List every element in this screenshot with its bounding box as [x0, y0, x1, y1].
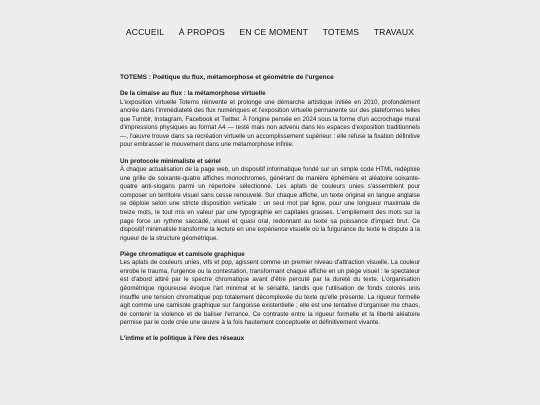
- nav-link-en-ce-moment[interactable]: EN CE MOMENT: [239, 27, 309, 37]
- main-nav: [0, 27, 540, 37]
- nav-link-totems[interactable]: TOTEMS: [322, 27, 360, 37]
- section-piege: [120, 251, 420, 328]
- section-heading: De la cimaise au flux : la métamorphose virtuelle: [120, 90, 266, 98]
- nav-link-accueil[interactable]: ACCUEIL: [125, 27, 165, 37]
- section-heading: Un protocole minimaliste et sériel: [120, 157, 221, 165]
- section-body: Les aplats de couleurs unies, vifs et pop, agissent comme un premier niveau d'attraction visuelle. La couleur enrobe le trauma, l'urgence ou la contestation, transformant chaque affiche en un piège visuel : le spectateur est d'abord attiré par le spectre chromatique avant d'être percuté par la dureté du texte. L'organisation géométrique rigoureuse évoque l'art minimal et le sérialité, tandis que l'utilisation de fonds colorés unis insuffle une tension chromatique pop totalement décomplexée du texte qu'elle présente. La rigueur formelle agit comme une camisole graphique sur l'angoisse existentielle ; elle est une tentative d'organiser me chaos, de contenir la violence et de baliser l'errance. Ce contraste entre la rigueur formelle et la liberté aléatoire permise par le code crée une œuvre à la fois hautement conceptuelle et définitivement vivante.: [120, 259, 420, 327]
- section-body: L'exposition virtuelle Totems réinvente et prolonge une démarche artistique initiée en 2010, profondément ancrée dans l'immédiateté des flux numériques et l'exposition virtuelle permanente sur des plateformes telles que Tumblr, Instagram, Facebook et Twitter. À l'origine pensée en 2024 sous la forme d'un accrochage mural d'impressions physiques au format A4 — testé mais non advenu dans les espaces d'exposition traditionnels —, l'œuvre trouve dans sa recréation virtuelle un accomplissement supérieur : elle refuse la fixation définitive pour embrasser le mouvement dans une métamorphose infinie.: [120, 98, 420, 149]
- nav-link-a-propos[interactable]: À PROPOS: [178, 27, 225, 37]
- section-cimaise: [120, 90, 420, 150]
- section-heading: Piège chromatique et camisole graphique: [120, 250, 245, 258]
- section-protocole: [120, 158, 420, 244]
- article-title: TOTEMS : Poétique du flux, métamorphose et géométrie de l'urgence: [120, 74, 334, 81]
- nav-link-travaux[interactable]: TRAVAUX: [373, 27, 415, 37]
- article: [120, 74, 420, 344]
- section-heading: L'intime et le politique à l'ère des réseaux: [120, 335, 245, 343]
- section-intime: [120, 335, 420, 344]
- section-body: À chaque actualisation de la page web, un dispositif informatique fondé sur un simple code HTML redéploie une grille de soixante-quatre affiches monochromes, générant de manière éphémère et aléatoire soixante-quatre anti-slogans parmi un répertoire sélectionné. Les aplats de couleurs unies s'assemblent pour composer un territoire visuel sans cesse renouvelé. Sur chaque affiche, un texte original en langue anglaise se déploie selon une stricte disposition verticale : un seul mot par ligne, pour une longueur maximale de treize mots, le tout mis en valeur par une typographie en capitales grasses. L'empilement des mots sur la page force un rythme saccadé, visuel et quasi oral, redonnant au texte sa puissance d'impact brut. Ce dispositif minimaliste transforme la lecture en une expérience visuelle où la fulgurance du texte le dispute à la rigueur de la structure géométrique.: [120, 166, 420, 242]
